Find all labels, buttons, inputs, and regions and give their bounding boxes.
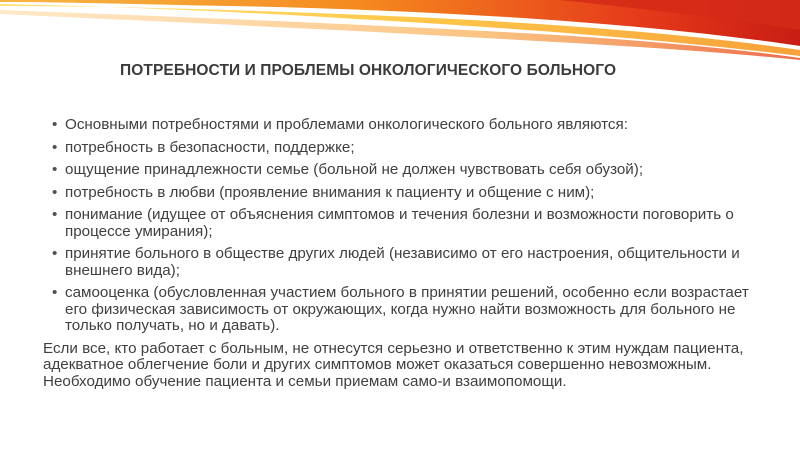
bullet-item: • потребность в безопасности, поддержке; [52,140,772,157]
decorative-swoosh [0,0,800,60]
bullet-item: • принятие больного в обществе других людей (независимо от его настроения, общительности и внешнего вида); [52,246,772,279]
slide-content [43,116,772,390]
bullet-item: • Основными потребностями и проблемами онкологического больного являются: [52,117,772,134]
bullet-item: • ощущение принадлежности семье (больной не должен чувствовать себя обузой); [52,162,772,179]
bullet-item: • самооценка (обусловленная участием больного в принятии решений, особенно если возрастает его физическая зависимость от окружающих, когда нужно найти возможность для больного не только получать, но и давать). [52,285,772,335]
bullet-item: • понимание (идущее от объяснения симптомов и течения болезни и возможности поговорить о процессе умирания); [52,207,772,240]
conclusion-paragraph: Если все, кто работает с больным, не отнесутся серьезно и ответственно к этим нуждам пациента, адекватное облегчение боли и других симптомов может оказаться совершенно невозможным. Необходимо обучение пациента и семьи приемам само-и взаимопомощи. [43,339,744,390]
bullet-list [52,117,772,335]
bullet-item: • потребность в любви (проявление внимания к пациенту и общение с ним); [52,185,772,202]
slide-title: ПОТРЕБНОСТИ И ПРОБЛЕМЫ ОНКОЛОГИЧЕСКОГО БОЛЬНОГО [120,62,617,79]
